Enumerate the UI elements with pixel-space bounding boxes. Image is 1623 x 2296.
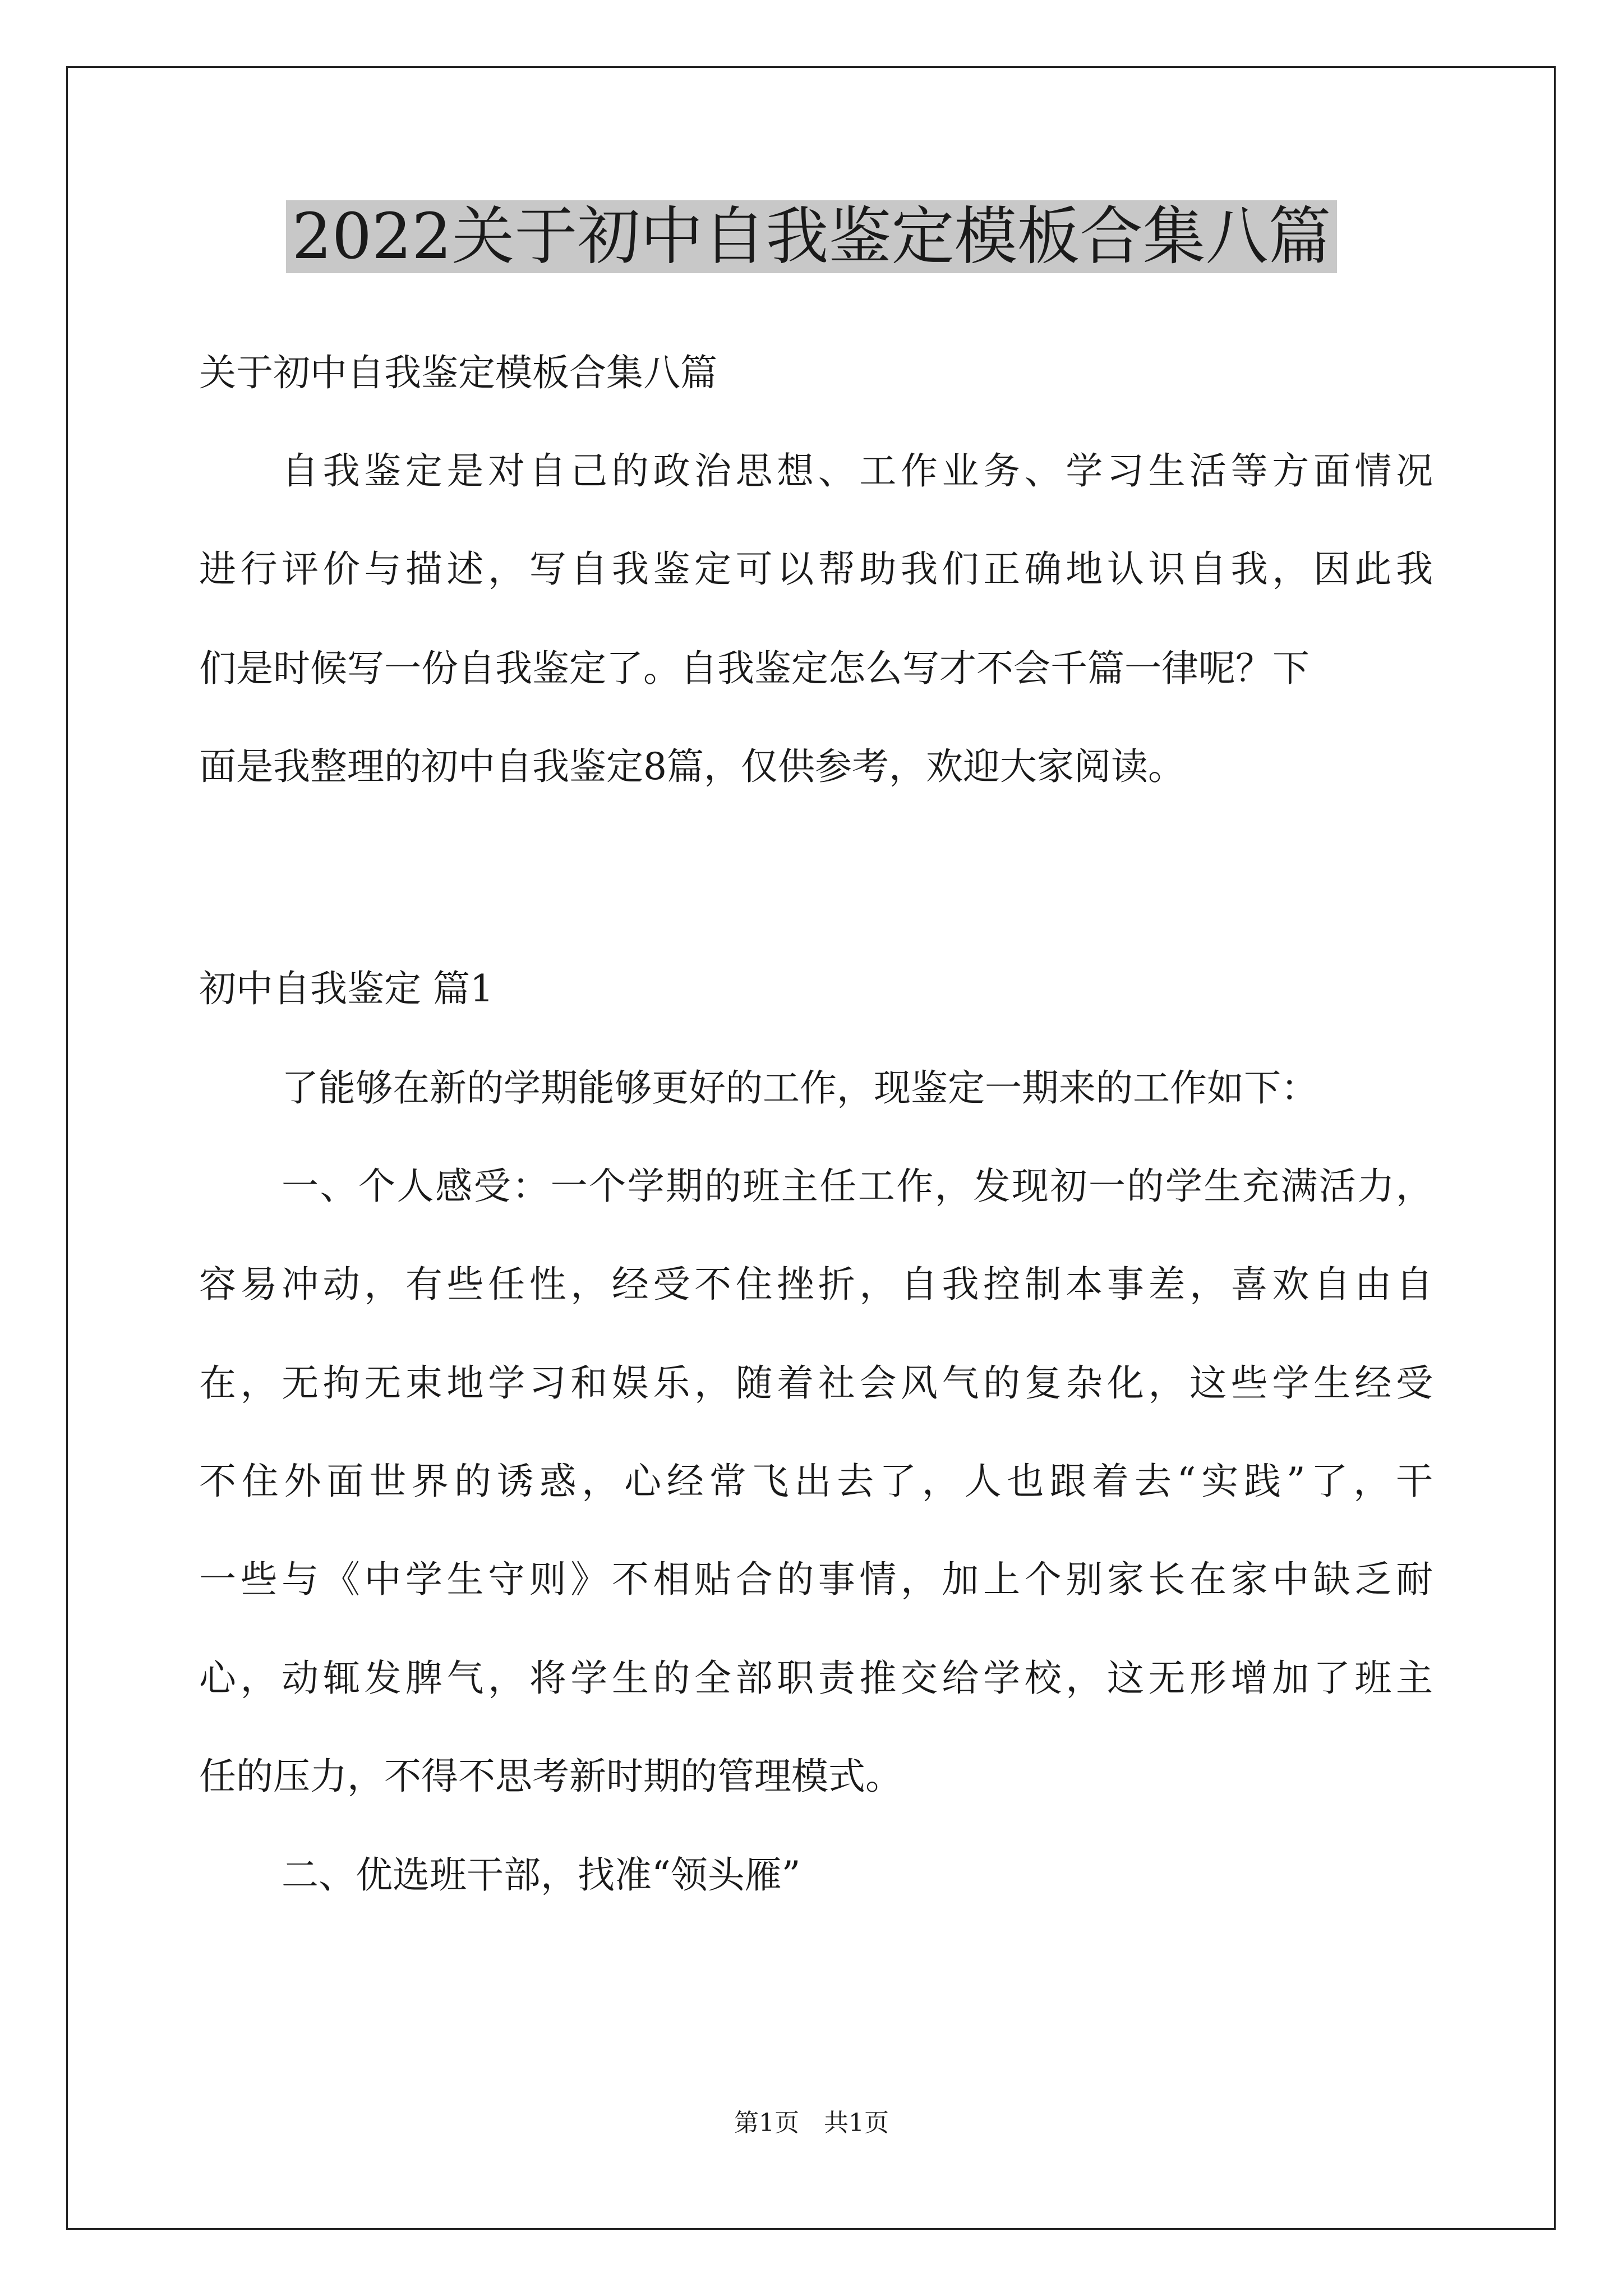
section-paragraph-line: 一、个人感受：一个学期的班主任工作，发现初一的学生充满活力，: [282, 1165, 1433, 1208]
section-paragraph-line: 心，动辄发脾气，将学生的全部职责推交给学校，这无形增加了班主: [199, 1657, 1433, 1700]
document-subtitle: 关于初中自我鉴定模板合集八篇: [199, 351, 717, 394]
section-paragraph-line: 不住外面世界的诱惑，心经常飞出去了，人也跟着去“实践”了，干: [199, 1460, 1433, 1503]
page-number: 第1页 共1页: [734, 2109, 889, 2137]
section-paragraph-line: 一些与《中学生守则》不相贴合的事情，加上个别家长在家中缺乏耐: [199, 1558, 1433, 1601]
section-paragraph-line: 了能够在新的学期能够更好的工作，现鉴定一期来的工作如下：: [282, 1066, 1318, 1110]
section-paragraph-line: 二、优选班干部，找准“领头雁”: [282, 1853, 801, 1897]
intro-paragraph-line: 进行评价与描述，写自我鉴定可以帮助我们正确地认识自我，因此我: [199, 547, 1433, 591]
section-paragraph-line: 在，无拘无束地学习和娱乐，随着社会风气的复杂化，这些学生经受: [199, 1361, 1433, 1405]
section-paragraph-line: 任的压力，不得不思考新时期的管理模式。: [199, 1755, 902, 1798]
section-heading: 初中自我鉴定 篇1: [199, 967, 494, 1010]
document-title-text: 2022关于初中自我鉴定模板合集八篇: [286, 200, 1336, 273]
document-title: [0, 197, 1623, 276]
intro-paragraph-line: 们是时候写一份自我鉴定了。自我鉴定怎么写才不会千篇一律呢？下: [199, 647, 1310, 690]
section-paragraph-line: 容易冲动，有些任性，经受不住挫折，自我控制本事差，喜欢自由自: [199, 1263, 1433, 1306]
intro-paragraph-line: 面是我整理的初中自我鉴定8篇，仅供参考，欢迎大家阅读。: [199, 745, 1185, 788]
page-footer: [0, 2106, 1623, 2140]
intro-paragraph-line: 自我鉴定是对自己的政治思想、工作业务、学习生活等方面情况: [282, 449, 1433, 493]
